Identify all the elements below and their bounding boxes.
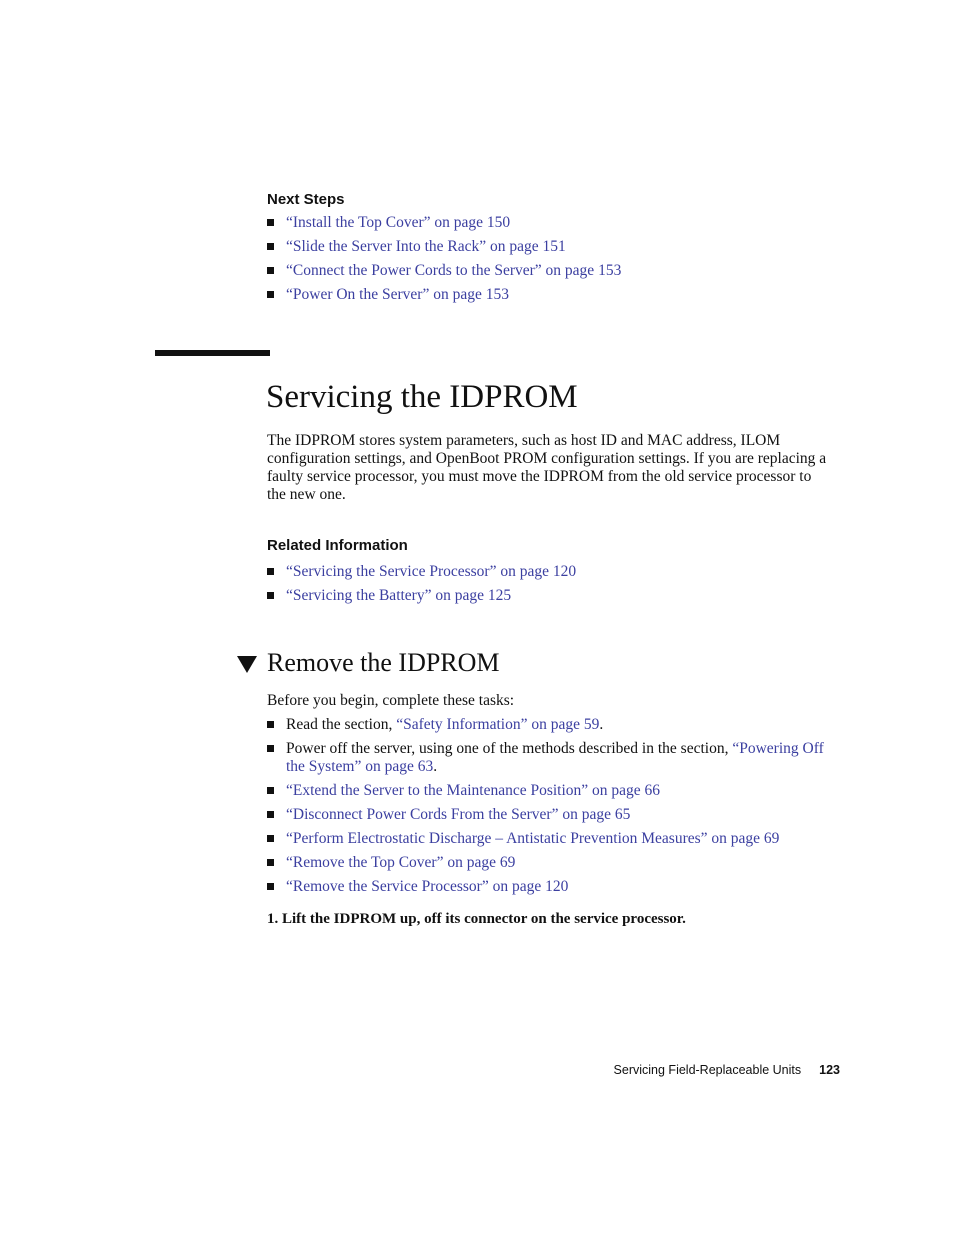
list-item	[267, 262, 842, 280]
procedure-title	[237, 646, 500, 680]
bullet-icon	[267, 835, 274, 842]
bullet-icon	[267, 291, 274, 298]
procedure-title-text: Remove the IDPROM	[267, 648, 500, 677]
procedure-triangle-icon	[237, 656, 257, 673]
task-link-esd-measures[interactable]: “Perform Electrostatic Discharge – Antistatic Prevention Measures” on page 69	[286, 830, 780, 847]
next-steps-heading: Next Steps	[267, 191, 345, 208]
list-item	[267, 238, 842, 256]
bullet-icon	[267, 811, 274, 818]
task-text: Read the section,	[286, 716, 397, 733]
task-link-remove-service-processor[interactable]: “Remove the Service Processor” on page 120	[286, 878, 569, 895]
next-step-link-slide-server[interactable]: “Slide the Server Into the Rack” on page 151	[286, 238, 566, 255]
footer-chapter-title: Servicing Field-Replaceable Units	[613, 1063, 802, 1077]
bullet-icon	[267, 745, 274, 752]
list-item	[267, 854, 842, 872]
task-link-powering-off[interactable]: “Powering Off the System” on page 63	[286, 740, 824, 775]
next-step-link-power-on[interactable]: “Power On the Server” on page 153	[286, 286, 509, 303]
bullet-icon	[267, 883, 274, 890]
bullet-icon	[267, 721, 274, 728]
related-link-service-processor[interactable]: “Servicing the Service Processor” on page 120	[286, 563, 577, 580]
task-link-maintenance-position[interactable]: “Extend the Server to the Maintenance Position” on page 66	[286, 782, 661, 799]
list-item	[267, 286, 842, 304]
bullet-icon	[267, 243, 274, 250]
bullet-icon	[267, 568, 274, 575]
list-item	[267, 214, 842, 232]
procedure-lead: Before you begin, complete these tasks:	[267, 692, 515, 709]
bullet-icon	[267, 859, 274, 866]
next-step-link-connect-power[interactable]: “Connect the Power Cords to the Server” on page 153	[286, 262, 622, 279]
list-item	[267, 587, 842, 605]
related-info-list	[267, 563, 842, 611]
list-item	[267, 782, 842, 800]
list-item	[267, 740, 842, 776]
related-link-battery[interactable]: “Servicing the Battery” on page 125	[286, 587, 512, 604]
next-step-link-install-top-cover[interactable]: “Install the Top Cover” on page 150	[286, 214, 511, 231]
section-title: Servicing the IDPROM	[266, 379, 578, 415]
list-item	[267, 563, 842, 581]
bullet-icon	[267, 267, 274, 274]
list-item	[267, 716, 842, 734]
task-link-safety-information[interactable]: “Safety Information” on page 59	[396, 716, 600, 733]
next-steps-list	[267, 214, 842, 310]
related-info-heading: Related Information	[267, 537, 408, 554]
task-link-disconnect-power[interactable]: “Disconnect Power Cords From the Server” on page 65	[286, 806, 631, 823]
task-text-end: .	[433, 758, 438, 775]
list-item	[267, 878, 842, 896]
bullet-icon	[267, 787, 274, 794]
section-intro: The IDPROM stores system parameters, such as host ID and MAC address, ILOM configuration settings, and OpenBoot PROM configuration settings. If you are replacing a faulty service processor, you must move the IDPROM from the old service processor to the new one.	[267, 432, 827, 503]
bullet-icon	[267, 219, 274, 226]
task-text: Power off the server, using one of the methods described in the section,	[286, 740, 733, 757]
page-footer	[614, 1063, 840, 1077]
procedure-step-1: 1. Lift the IDPROM up, off its connector on the service processor.	[267, 911, 686, 927]
task-text-end: .	[599, 716, 604, 733]
page-number: 123	[819, 1063, 840, 1077]
task-link-remove-top-cover[interactable]: “Remove the Top Cover” on page 69	[286, 854, 516, 871]
list-item	[267, 806, 842, 824]
list-item	[267, 830, 842, 848]
prerequisite-task-list	[267, 716, 842, 902]
bullet-icon	[267, 592, 274, 599]
section-rule	[155, 350, 270, 356]
